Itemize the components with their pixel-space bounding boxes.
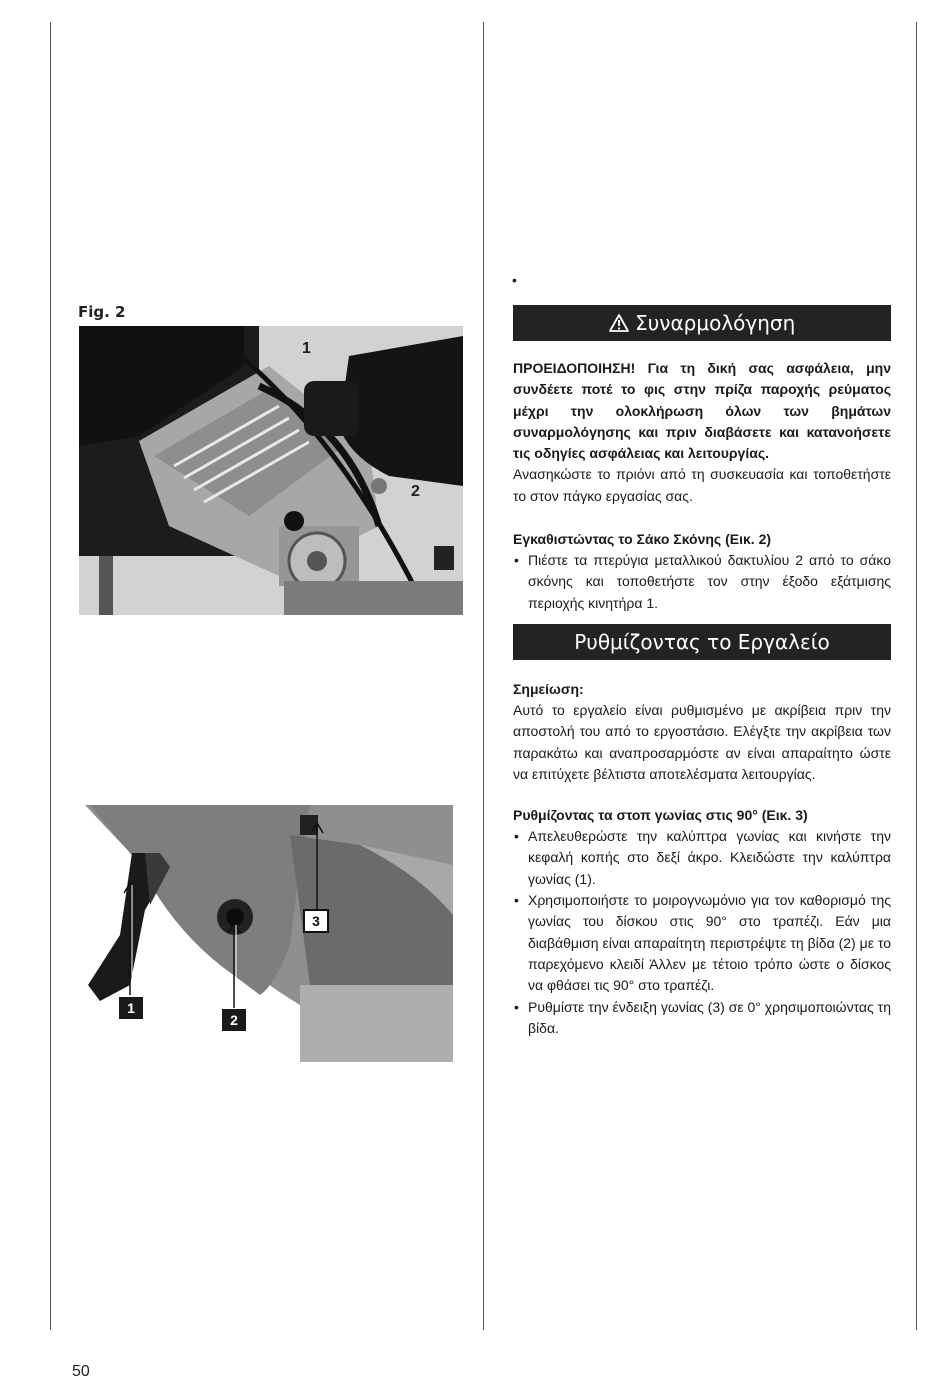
dust-bag-list <box>513 550 891 614</box>
fig2-callout-2: 2 <box>411 483 420 500</box>
top-bullet: • <box>512 272 517 288</box>
fig2-photo <box>79 326 463 615</box>
stops-list <box>513 826 891 1039</box>
fig3-callout-2: 2 <box>221 1008 247 1032</box>
assembly-intro: Ανασηκώστε το πριόνι από τη συσκευασία και τοποθετήστε το στον πάγκο εργασίας σας. <box>513 466 891 504</box>
page-number: 50 <box>72 1363 90 1380</box>
right-margin-rule <box>916 22 917 1330</box>
adjusting-section <box>513 624 891 1039</box>
note-text: Αυτό το εργαλείο είναι ρυθμισμένο με ακρίβεια πριν την αποστολή του από το εργοστάσιο. Ελέγξτε την ακρίβεια των παρακάτω και αναπροσαρμόστε αν είναι απαραίτητο ώστε να επιτύχετε βέλτιστα αποτελέσματα λειτουργίας. <box>513 702 891 782</box>
fig2-label: Fig. 2 <box>78 303 126 321</box>
fig3-photo <box>60 805 453 1062</box>
center-column-rule <box>483 22 484 1330</box>
note-heading: Σημείωση: <box>513 681 584 697</box>
adjusting-title: Ρυθμίζοντας το Εργαλείο <box>574 630 830 654</box>
dust-bag-heading: Εγκαθιστώντας το Σάκο Σκόνης (Εικ. 2) <box>513 531 772 548</box>
fig2-callout-1: 1 <box>302 340 311 357</box>
fig3-callout-lines <box>60 805 453 1062</box>
assembly-title: Συναρμολόγηση <box>635 311 796 335</box>
assembly-section <box>513 305 891 614</box>
stops-heading: Ρυθμίζοντας τα στοπ γωνίας στις 90° (Εικ. 3) <box>513 807 808 824</box>
assembly-warning: ΠΡΟΕΙΔΟΠΟΙΗΣΗ! Για τη δική σας ασφάλεια, μην συνδέετε ποτέ το φις στην πρίζα παροχής ρεύματος μέχρι την ολοκλήρωση όλων των βημάτων συναρμολόγησης και πριν διαβάσετε και κατανοήσετε τις οδηγίες ασφάλειας και λειτουργίας. <box>513 360 891 462</box>
assembly-title-bar <box>513 305 891 341</box>
fig3-callout-3: 3 <box>303 909 329 933</box>
stops-item-3: • Ρυθμίστε την ένδειξη γωνίας (3) σε 0° χρησιμοποιώντας τη βίδα. <box>513 997 891 1040</box>
dust-bag-item: • Πιέστε τα πτερύγια μεταλλικού δακτυλίου 2 από το σάκο σκόνης και τοποθετήστε τον στην έξοδο εξάτμισης περιοχής κινητήρα 1. <box>513 550 891 614</box>
left-margin-rule <box>50 22 51 1330</box>
fig3-callout-1: 1 <box>118 996 144 1020</box>
adjusting-title-bar <box>513 624 891 660</box>
warning-triangle-icon <box>609 311 635 335</box>
stops-item-2: • Χρησιμοποιήστε το μοιρογνωμόνιο για τον καθορισμό της γωνίας του δίσκου στις 90° στο τραπέζι. Εάν μια διαβάθμιση είναι απαραίτητη περιστρέψτε τη βίδα (2) με το παρεχόμενο κλειδί Άλλεν με τέτοιο τρόπο ώστε ο δίσκος να φθάσει τις 90° στο τραπέζι. <box>513 890 891 996</box>
stops-item-1: • Απελευθερώστε την καλύπτρα γωνίας και κινήστε την κεφαλή κοπής στο δεξί άκρο. Κλειδώστε την καλύπτρα γωνίας (1). <box>513 826 891 890</box>
fig2-illustration <box>79 326 463 615</box>
